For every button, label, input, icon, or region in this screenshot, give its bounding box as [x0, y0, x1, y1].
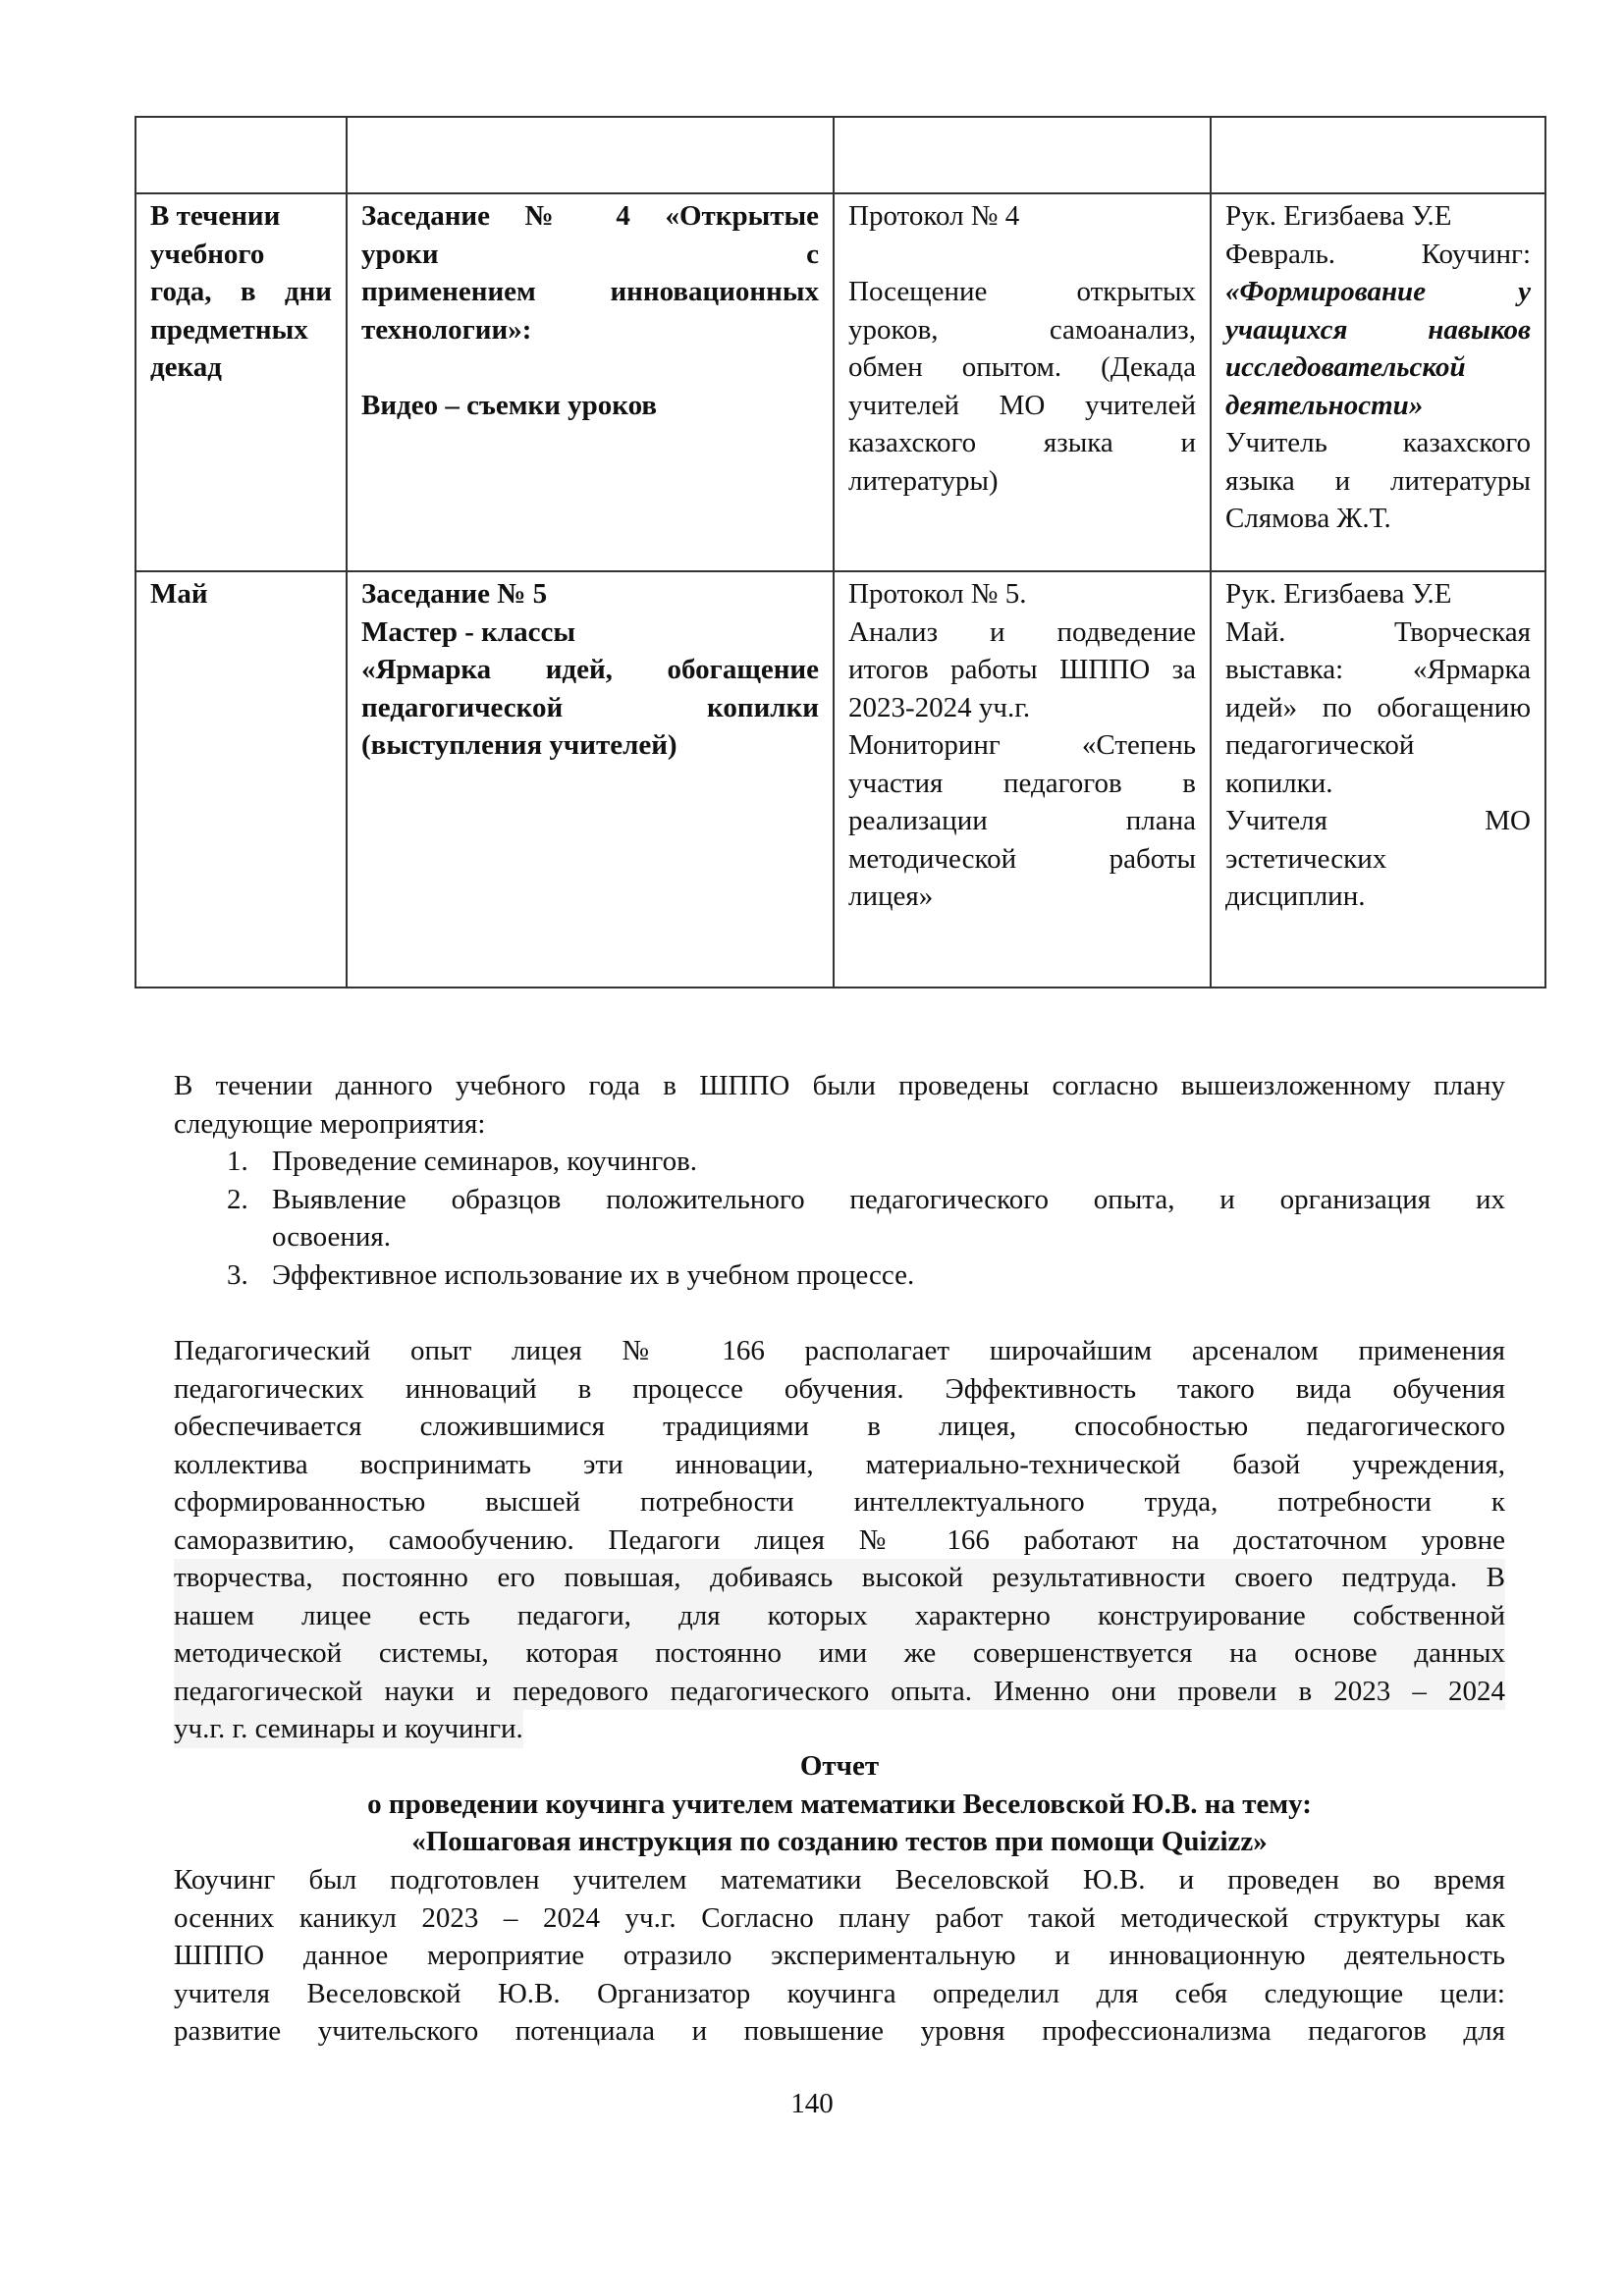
- meeting-line: Мастер - классы: [361, 615, 576, 648]
- protocol-line: методической работы: [848, 842, 1196, 875]
- protocol-cell: [834, 571, 1211, 988]
- period-cell: [135, 571, 347, 988]
- text-line: учителя Веселовской Ю.В. Организатор коучинга определил для себя следующие цели:: [174, 1977, 1505, 2009]
- responsible-line: Рук. Егизбаева У.Е: [1225, 578, 1452, 610]
- list-item: [174, 1256, 1505, 1295]
- period-line: Май: [150, 578, 208, 610]
- report-heading: [174, 1747, 1505, 1861]
- text-line: саморазвитию, самообучению. Педагоги лицея № 166 работают на достаточном уровне: [174, 1523, 1505, 1556]
- text-line: нашем лицее есть педагоги, для которых характерно конструирование собственной: [174, 1597, 1505, 1635]
- responsible-line: идей» по обогащению: [1225, 691, 1531, 723]
- period-cell: [135, 193, 347, 571]
- protocol-line: обмен опытом. (Декада: [848, 351, 1196, 383]
- text-line: методической системы, которая постоянно ими же совершенствуется на основе данных: [174, 1634, 1505, 1673]
- list-text: освоения.: [272, 1221, 391, 1253]
- text-line: развитие учительского потенциала и повышение уровня профессионализма педагогов для: [174, 2015, 1505, 2047]
- list-number: 2.: [227, 1183, 248, 1215]
- protocol-line: 2023-2024 уч.г.: [848, 691, 1031, 723]
- text-line: ШППО данное мероприятие отразило экспериментальную и инновационную деятельность: [174, 1940, 1505, 1971]
- responsible-cell: [1211, 571, 1545, 988]
- report-title: Отчет: [799, 1750, 880, 1782]
- responsible-line: Учителя МО: [1225, 805, 1531, 836]
- protocol-line: итогов работы ШППО за: [848, 654, 1196, 685]
- teacher-line: языка и литературы: [1225, 464, 1531, 497]
- experience-paragraph: [174, 1332, 1505, 1748]
- table-row-meeting-4: [135, 193, 1545, 571]
- responsible-line: дисциплин.: [1225, 881, 1366, 912]
- protocol-line: участия педагогов в: [848, 767, 1196, 799]
- text-line: осенних каникул 2023 – 2024 уч.г. Согласно плану работ такой методической структуры как: [174, 1901, 1505, 1934]
- protocol-cell: [834, 193, 1211, 571]
- period-line: декад: [150, 351, 222, 383]
- text-line: В течении данного учебного года в ШППО были проведены согласно вышеизложенному плану: [174, 1070, 1505, 1101]
- summary-section: [174, 1067, 1505, 1294]
- responsible-line: выставка: «Ярмарка: [1225, 654, 1531, 685]
- responsible-line: Май. Творческая: [1225, 615, 1531, 648]
- spacer: [361, 348, 819, 387]
- list-text: Эффективное использование их в учебном процессе.: [272, 1258, 915, 1291]
- period-line: учебного: [150, 238, 265, 270]
- meeting-line: применением инновационных: [361, 276, 819, 307]
- responsible-line: копилки.: [1225, 767, 1333, 799]
- protocol-line: учителей МО учителей: [848, 389, 1196, 421]
- list-item: [174, 1181, 1505, 1256]
- list-number: 1.: [227, 1146, 248, 1177]
- protocol-line: уроков, самоанализ,: [848, 313, 1196, 346]
- text-line: Педагогический опыт лицея № 166 располагает широчайшим арсеналом применения: [174, 1335, 1505, 1366]
- meeting-line: Заседание № 4 «Открытые: [361, 200, 819, 232]
- work-plan-table: [135, 116, 1546, 988]
- text-line: сформированностью высшей потребности интеллектуального труда, потребности к: [174, 1486, 1505, 1518]
- meeting-line: «Ярмарка идей, обогащение: [361, 654, 819, 685]
- meeting-cell: [347, 193, 834, 571]
- text-line: педагогических инноваций в процессе обучения. Эффективность такого вида обучения: [174, 1372, 1505, 1405]
- text-line: коллектива воспринимать эти инновации, материально-технической базой учреждения,: [174, 1448, 1505, 1480]
- protocol-line: литературы): [848, 464, 999, 497]
- report-subtitle: о проведении коучинга учителем математики Веселовской Ю.В. на тему:: [367, 1788, 1312, 1820]
- protocol-line: Мониторинг «Степень: [848, 729, 1196, 761]
- responsible-line: педагогической: [1225, 729, 1415, 761]
- meeting-line: (выступления учителей): [361, 729, 677, 761]
- table-cell: [347, 117, 834, 193]
- text-line: Коучинг был подготовлен учителем математики Веселовской Ю.В. и проведен во время: [174, 1864, 1505, 1896]
- text-line: уч.г. г. семинары и коучинги.: [174, 1710, 523, 1748]
- protocol-title: Протокол № 4: [848, 200, 1020, 232]
- events-list: [174, 1143, 1505, 1294]
- period-line: предметных: [150, 313, 308, 346]
- text-line: следующие мероприятия:: [174, 1107, 486, 1140]
- coaching-topic-line: учащихся навыков: [1225, 313, 1531, 346]
- meeting-line: педагогической копилки: [361, 691, 819, 723]
- protocol-line: лицея»: [848, 881, 934, 912]
- protocol-line: реализации плана: [848, 805, 1196, 836]
- table-cell: [834, 117, 1211, 193]
- spacer: [848, 236, 1196, 274]
- responsible-cell: [1211, 193, 1545, 571]
- protocol-line: Анализ и подведение: [848, 615, 1196, 648]
- list-number: 3.: [227, 1258, 248, 1291]
- list-item: [174, 1143, 1505, 1181]
- report-topic: «Пошаговая инструкция по созданию тестов при помощи Quizizz»: [411, 1826, 1268, 1857]
- meeting-line: уроки с: [361, 238, 819, 270]
- meeting-line: Заседание № 5: [361, 578, 548, 610]
- text-line: творчества, постоянно его повышая, добиваясь высокой результативности своего педтруда. В: [174, 1559, 1505, 1597]
- summary-intro: [174, 1067, 1505, 1143]
- protocol-line: Протокол № 5.: [848, 578, 1027, 610]
- page-number: 140: [790, 2088, 834, 2119]
- coaching-topic-line: «Формирование у: [1225, 276, 1531, 307]
- table-row-meeting-5: [135, 571, 1545, 988]
- teacher-line: Учитель казахского: [1225, 427, 1531, 458]
- text-line: обеспечивается сложившимися традициями в лицея, способностью педагогического: [174, 1411, 1505, 1442]
- meeting-cell: [347, 571, 834, 988]
- list-text: Выявление образцов положительного педагогического опыта, и организация их: [272, 1183, 1505, 1215]
- coaching-topic-line: исследовательской: [1225, 351, 1466, 383]
- list-text: Проведение семинаров, коучингов.: [272, 1146, 698, 1177]
- protocol-line: Посещение открытых: [848, 276, 1196, 307]
- teacher-line: Слямова Ж.Т.: [1225, 503, 1391, 534]
- period-line: года, в дни: [150, 276, 332, 307]
- responsible-head: Рук. Егизбаева У.Е: [1225, 200, 1452, 232]
- report-body: [174, 1861, 1505, 2051]
- table-cell: [1211, 117, 1545, 193]
- text-line: педагогической науки и передового педагогического опыта. Именно они провели в 2023 – 2024: [174, 1673, 1505, 1711]
- responsible-month: Февраль. Коучинг:: [1225, 238, 1531, 270]
- coaching-topic-line: деятельности»: [1225, 389, 1424, 421]
- meeting-extra: Видео – съемки уроков: [361, 389, 658, 421]
- responsible-line: эстетических: [1225, 842, 1387, 875]
- table-cell: [135, 117, 347, 193]
- meeting-line: технологии»:: [361, 313, 532, 346]
- protocol-line: казахского языка и: [848, 427, 1196, 458]
- table-row-empty: [135, 117, 1545, 193]
- period-line: В течении: [150, 200, 281, 232]
